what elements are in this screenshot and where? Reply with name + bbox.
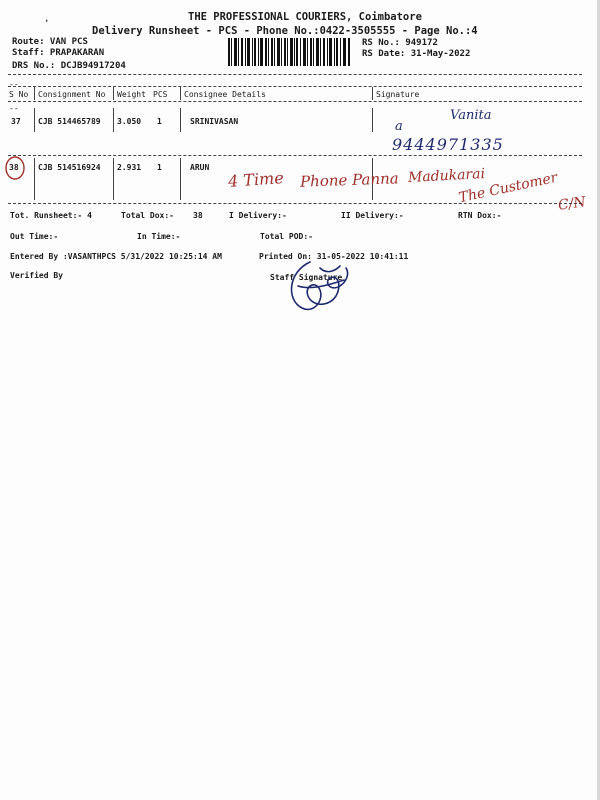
row-37-handwritten-phone: 9444971335 [392,135,504,154]
ii-delivery: II Delivery:- [341,211,404,220]
verified-by: Verified By [10,271,63,280]
i-delivery: I Delivery:- [229,211,287,220]
header-rule-mid [8,86,582,87]
col-header-pcs: PCS [153,90,168,99]
row-38-consignment: CJB 514516924 [38,163,101,172]
row-divider [8,155,582,156]
row-38-consignee: ARUN [190,163,210,172]
row-38-note-location: Madukarai [407,165,486,187]
col-sep [372,87,373,100]
drs-number: DRS No.: DCJB94917204 [12,61,126,71]
rtn-dox: RTN Dox:- [458,211,502,220]
col-header-signature: Signature [376,90,420,99]
row-marker: -- [9,104,19,113]
rs-number: RS No.: 949172 [362,38,438,48]
route-label: Route: VAN PCS [12,37,88,47]
row-37-handwritten-name: Vanita [450,108,492,123]
col-sep [113,87,114,100]
total-dox-label: Total Dox:- [121,211,174,220]
col-sep [113,158,114,200]
table-bottom-rule [8,203,582,204]
dash-marker: -- [9,80,19,89]
in-time: In Time:- [137,232,181,241]
header-rule-top [8,74,582,75]
runsheet-subtitle: Delivery Runsheet - PCS - Phone No.:0422-3505555 - Page No.:4 [92,25,478,37]
header-rule-bottom [8,101,582,102]
row-38-sno: 38 [9,163,19,172]
rs-date: RS Date: 31-May-2022 [362,49,471,59]
row-38-note-attempts: 4 Time [227,168,285,191]
col-sep [180,87,181,100]
row-37-signature-mark: a [395,119,403,134]
col-sep [372,108,373,132]
row-37-sno: 37 [11,117,21,126]
col-sep [113,108,114,132]
tick-mark: ' [44,19,50,29]
col-sep [34,108,35,132]
col-header-consignee: Consignee Details [184,90,266,99]
col-sep [180,158,181,200]
col-sep [34,158,35,200]
col-sep [34,87,35,100]
total-dox-value: 38 [193,211,203,220]
total-pod: Total POD:- [260,232,313,241]
entered-by: Entered By :VASANTHPCS 5/31/2022 10:25:14 AM [10,252,222,261]
staff-signature-label: Staff Signature [270,273,343,282]
col-sep [180,108,181,132]
row-38-note-customer: The Customer [457,169,559,207]
row-38-pcs: 1 [157,163,162,172]
printed-on: Printed On: 31-05-2022 10:41:11 [259,252,409,261]
out-time: Out Time:- [10,232,59,241]
col-header-weight: Weight [117,90,146,99]
col-header-sno: S No [9,90,29,99]
row-37-consignment: CJB 514465789 [38,117,101,126]
row-37-consignee: SRINIVASAN [190,117,239,126]
staff-label: Staff: PRAPAKARAN [12,48,105,58]
row-38-note-cn: C/N [557,194,587,214]
col-header-consignment: Consignment No [38,90,106,99]
tot-runsheet: Tot. Runsheet:- 4 [10,211,92,220]
row-38-note-phone: Phone Panna [299,169,400,191]
barcode [228,38,352,66]
row-38-weight: 2.931 [117,163,142,172]
company-title: THE PROFESSIONAL COURIERS, Coimbatore [188,11,422,23]
staff-signature [280,256,360,316]
row-37-weight: 3.050 [117,117,142,126]
row-37-pcs: 1 [157,117,162,126]
